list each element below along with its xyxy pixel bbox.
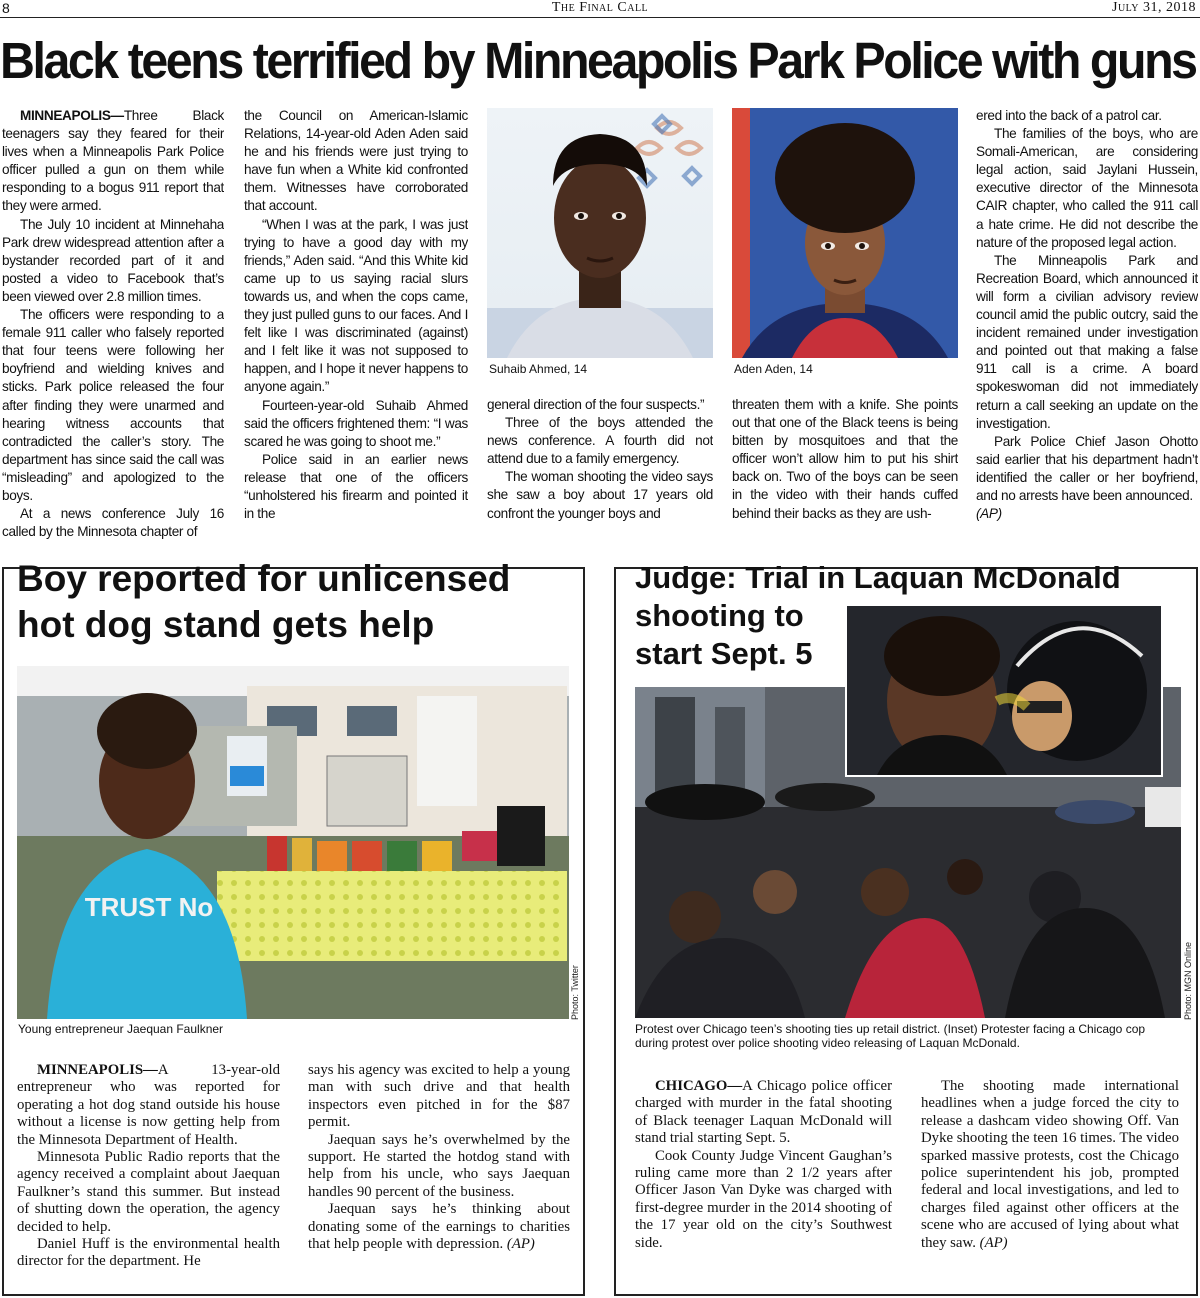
main-story-column-5 [976, 107, 1198, 553]
inset-photo-protester-and-cop [845, 604, 1163, 777]
photo-caption: Protest over Chicago teen’s shooting ties up retail district. (Inset) Protester facing a Chicago cop during protest over police shooting video releasing of Laquan McDonald. [635, 1022, 1146, 1050]
portrait-illustration [732, 108, 958, 358]
paragraph: Jaequan says he’s overwhelmed by the support. He started the hotdog stand with help from his uncle, who says Jaequan handles 90 percent of the business. [308, 1131, 570, 1200]
paragraph: The woman shooting the video says she saw a boy about 17 years old confront the younger boys and [487, 469, 713, 521]
main-story-column-1 [2, 107, 224, 553]
photo-credit: Photo: MGN Online [1183, 941, 1193, 1020]
dateline: MINNEAPOLIS— [37, 1062, 158, 1078]
photo-caption: Suhaib Ahmed, 14 [489, 362, 588, 376]
paragraph: Minnesota Public Radio reports that the agency received a complaint about Jaequan Faulkner’s stand this summer. But instead of shutting down the operation, the agency decided to help. [17, 1149, 280, 1235]
paragraph: threaten them with a knife. She points out that one of the Black teens is being bitten by mosquitoes and that the officer won’t allow him to put his shirt back on. Two of the boys can be seen in the video with their hands cuffed behind their backs as they are ush- [732, 397, 958, 521]
paragraph: The officers were responding to a female 911 caller who falsely reported that four teens were following her boyfriend and wielding knives and sticks. Park police released the four after finding they were unarmed and hearing witness accounts that contradicted the caller’s story. The department has since said the call was “misleading” and apologized to the boys. [2, 307, 224, 503]
wire-credit: (AP) [506, 1236, 535, 1253]
wire-credit: (AP) [976, 506, 1002, 522]
hotdog-column-2 [308, 1062, 570, 1284]
page-folio [0, 0, 1200, 18]
mcdonald-column-2 [921, 1078, 1179, 1278]
photo-aden-aden [732, 108, 958, 358]
paragraph: says his agency was excited to help a young man with such drive and that health inspectors even pitched in for the $87 permit. [308, 1062, 570, 1131]
paragraph: The shooting made international headlines when a judge forced the city to release a dashcam video showing Off. Van Dyke shooting the teen 16 times. The video sparked massive protests, cost the Chicago police superintendent his job, prompted federal and local investigations, and led to charges filed against other officers at the scene who are accused of lying about what they saw. [921, 1078, 1179, 1251]
issue-date: July 31, 2018 [1112, 0, 1196, 15]
paragraph: Three Black teenagers say they feared for their lives when a Minneapolis Park Police officer pulled a gun on them while responding to a bogus 911 report that they were armed. [2, 108, 224, 214]
paragraph: general direction of the four suspects.” [487, 397, 705, 412]
photo-credit: Photo: Twitter [570, 965, 580, 1020]
paragraph: Cook County Judge Vincent Gaughan’s ruling came more than 2 1/2 years after Officer Jason Van Dyke was charged with first-degree murder in the 2014 shooting of the 17 year old on the city’s Southwest side. [635, 1147, 892, 1251]
photo-hotdog-stand [17, 666, 569, 1019]
paragraph: The July 10 incident at Minnehaha Park drew widespread attention after a bystander recorded part of it and posted a video to Facebook that’s been viewed over 2.8 million times. [2, 216, 224, 304]
inset-illustration [847, 606, 1161, 775]
paragraph: Fourteen-year-old Suhaib Ahmed said the officers frightened them: “I was scared he was going to shoot me.” [244, 397, 468, 449]
hotdog-headline: Boy reported for unlicensed hot dog stand gets help [17, 558, 511, 645]
mcdonald-headline-line-1: Judge: Trial in Laquan McDonald [635, 560, 1121, 595]
paragraph: Jaequan says he’s thinking about donating some of the earnings to charities that help people with depression. [308, 1201, 570, 1253]
masthead: The Final Call [551, 0, 649, 15]
portrait-illustration [487, 108, 713, 358]
paragraph: the Council on American-Islamic Relations, 14-year-old Aden Aden said he and his friends were just trying to have fun when a White kid confronted them. Witnesses have corroborated that account. [244, 108, 468, 214]
hotdog-stand-illustration [17, 666, 569, 1019]
paragraph: At a news conference July 16 called by the Minnesota chapter of [2, 506, 224, 540]
dateline: CHICAGO— [655, 1078, 743, 1094]
shirt-text: TRUST No [84, 892, 214, 922]
paragraph: Three of the boys attended the news conference. A fourth did not attend due to a family emergency. [487, 415, 713, 467]
paragraph: A 13-year-old entrepreneur who was reported for operating a hot dog stand outside his house without a license is now getting help from the Minnesota Department of Health. [17, 1062, 280, 1148]
dateline: MINNEAPOLIS— [20, 108, 124, 123]
main-story-column-3 [487, 396, 713, 554]
paragraph: ered into the back of a patrol car. [976, 108, 1162, 123]
paragraph: The Minneapolis Park and Recreation Board, which announced it will form a civilian advisory review council amid the public outcry, said the incident remained under investigation and pointed out that making a false 911 call is a crime. A board spokeswoman did not immediately return a call seeking an update on the investigation. [976, 252, 1198, 431]
mcdonald-headline-line-2: shooting to [635, 598, 804, 633]
page-number: 8 [2, 0, 10, 16]
photo-caption: Young entrepreneur Jaequan Faulkner [18, 1022, 224, 1036]
main-headline: Black teens terrified by Minneapolis Park Police with guns [0, 32, 1196, 89]
wire-credit: (AP) [979, 1234, 1008, 1251]
mcdonald-headline-line-3: start Sept. 5 [635, 636, 813, 671]
hotdog-column-1 [17, 1062, 280, 1284]
paragraph: Police said in an earlier news release that one of the officers “unholstered his firearm and pointed it in the [244, 451, 468, 522]
main-story-column-4 [732, 396, 958, 554]
paragraph: Park Police Chief Jason Ohotto said earlier that his department hadn’t identified the caller or her boyfriend, and no arrests have been announced. [976, 433, 1198, 503]
paragraph: A Chicago police officer charged with murder in the fatal shooting of Black teenager Laquan McDonald will stand trial starting Sept. 5. [635, 1078, 892, 1147]
photo-suhaib-ahmed [487, 108, 713, 358]
main-story-column-2 [244, 107, 468, 553]
paragraph: Daniel Huff is the environmental health director for the department. He [17, 1236, 280, 1270]
mcdonald-column-1 [635, 1078, 892, 1278]
photo-caption: Aden Aden, 14 [734, 362, 813, 376]
paragraph: The families of the boys, who are Somali-American, are considering legal action, said Jaylani Hussein, executive director of the Minnesota CAIR chapter, who called the 911 call a hate crime. He did not describe the nature of the proposed legal action. [976, 126, 1198, 250]
paragraph: “When I was at the park, I was just trying to have a good day with my friends,” Aden said. “And this White kid came up to us saying racial slurs towards us, and when the cops came, they just pulled guns to our faces. And I felt like I was discriminated (against) and I felt like it was not supposed to happen, and I hope it never happens to anyone again.” [244, 216, 468, 395]
